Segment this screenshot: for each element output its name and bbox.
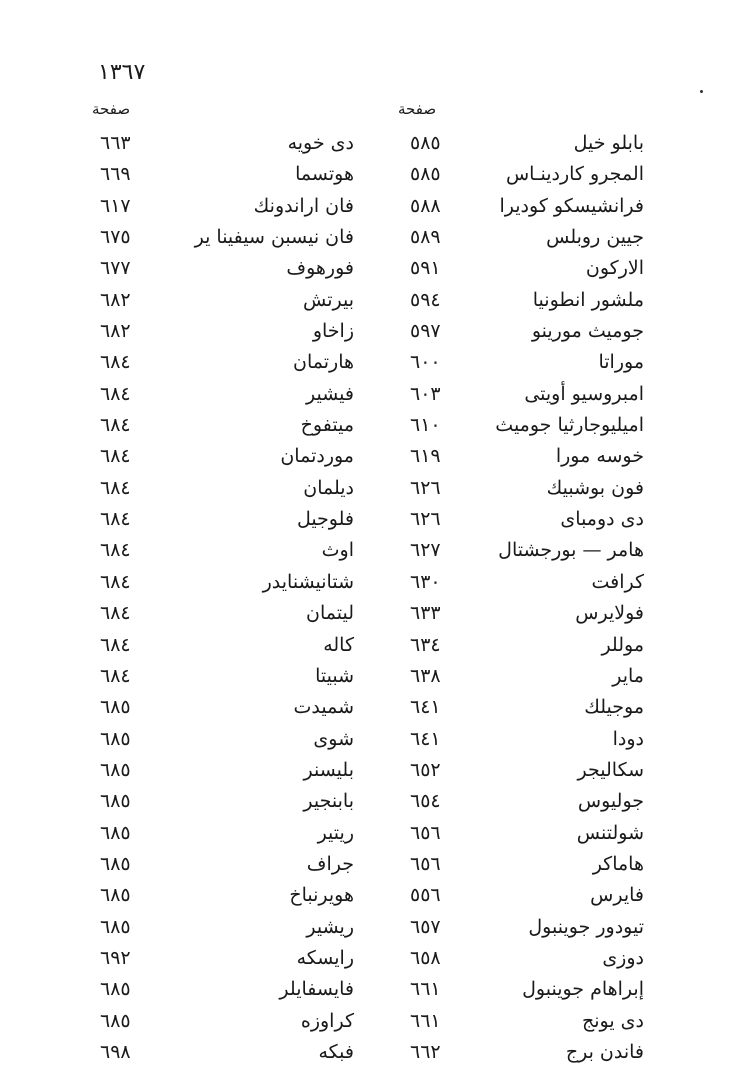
right-entry-page: ٦٥٦	[410, 852, 441, 875]
right-entry-page: ٦٦١	[410, 1009, 441, 1032]
index-row	[0, 661, 730, 692]
right-entry-name: فرانشيسكو كوديرا	[499, 194, 644, 217]
right-entry-page: ٦٣٠	[410, 570, 441, 593]
right-entry-name: جوليوس	[577, 790, 644, 813]
index-row	[0, 943, 730, 974]
index-row	[0, 598, 730, 629]
right-entry-name: كرافت	[591, 570, 644, 593]
right-entry-page: ٥٨٨	[410, 194, 441, 217]
right-entry-page: ٦٤١	[410, 696, 441, 719]
index-row	[0, 786, 730, 817]
left-entry-page: ٦٨٥	[100, 727, 131, 750]
left-entry-name: بابنجير	[303, 790, 354, 813]
left-entry-page: ٦٨٥	[100, 790, 131, 813]
index-row	[0, 504, 730, 535]
left-entry-page: ٦٨٥	[100, 915, 131, 938]
left-entry-name: بيرتش	[302, 288, 354, 311]
right-entry-name: امبروسيو أويتى	[524, 382, 644, 405]
index-row	[0, 379, 730, 410]
index-row	[0, 191, 730, 222]
column-header-middle-page: صفحة	[398, 100, 437, 118]
index-row	[0, 285, 730, 316]
right-entry-name: جيين روبلس	[546, 226, 644, 249]
right-entry-name: سكاليجر	[577, 758, 644, 781]
left-entry-page: ٦٧٧	[100, 257, 131, 280]
right-entry-name: فاندن برج	[565, 1040, 644, 1063]
right-entry-page: ٥٨٥	[410, 132, 441, 154]
left-entry-name: اوث	[321, 539, 354, 562]
right-entry-name: هامر — بورجشتال	[498, 539, 644, 562]
right-entry-page: ٦٦١	[410, 978, 441, 1001]
left-entry-name: شبيتا	[315, 664, 354, 687]
index-row	[0, 724, 730, 755]
left-entry-page: ٦٨٤	[100, 445, 131, 468]
left-entry-page: ٦٨٤	[100, 508, 131, 531]
index-row	[0, 253, 730, 284]
left-entry-name: هوتسما	[295, 163, 354, 186]
index-row	[0, 128, 730, 159]
right-entry-name: فون بوشبيك	[546, 476, 644, 499]
left-entry-page: ٦٩٢	[100, 946, 131, 969]
right-entry-name: فايرس	[590, 884, 644, 907]
right-entry-page: ٦٥٨	[410, 946, 441, 969]
left-entry-page: ٦٨٤	[100, 633, 131, 656]
left-entry-page: ٦٨٥	[100, 758, 131, 781]
index-row	[0, 692, 730, 723]
index-table	[0, 128, 730, 1068]
column-header-left-page: صفحة	[92, 100, 131, 118]
left-entry-name: ريتير	[317, 821, 354, 844]
left-entry-page: ٦٨٤	[100, 602, 131, 625]
index-row	[0, 974, 730, 1005]
left-entry-page: ٦٦٣	[100, 132, 131, 154]
right-entry-page: ٦٤١	[410, 727, 441, 750]
left-entry-name: بليسنر	[303, 758, 354, 781]
left-entry-page: ٦٨٤	[100, 476, 131, 499]
right-entry-name: المجرو كاردينـاس	[505, 163, 644, 186]
index-row	[0, 441, 730, 472]
index-row	[0, 818, 730, 849]
left-entry-name: شتانيشنايدر	[262, 570, 354, 593]
right-entry-name: اميليوجارثيا جوميث	[495, 414, 644, 437]
left-entry-page: ٦٨٥	[100, 696, 131, 719]
left-entry-page: ٦٦٩	[100, 163, 131, 186]
left-entry-page: ٦٨٥	[100, 852, 131, 875]
right-entry-page: ٦٣٤	[410, 633, 441, 656]
left-entry-name: ريشير	[306, 915, 354, 938]
left-entry-name: هارتمان	[293, 351, 354, 374]
index-row	[0, 755, 730, 786]
right-entry-name: هاماكر	[592, 852, 644, 875]
index-row	[0, 849, 730, 880]
right-entry-name: بابلو خيل	[573, 132, 644, 154]
right-entry-page: ٥٩١	[410, 257, 441, 280]
left-entry-name: جراف	[306, 852, 354, 875]
left-entry-page: ٦٨٤	[100, 351, 131, 374]
right-entry-name: دى يونج	[581, 1009, 644, 1032]
right-entry-name: فولايرس	[575, 602, 644, 625]
left-entry-page: ٦٨٤	[100, 570, 131, 593]
right-entry-page: ٥٨٥	[410, 163, 441, 186]
index-row	[0, 316, 730, 347]
right-entry-page: ٦٠٣	[410, 382, 441, 405]
right-entry-page: ٦٥٧	[410, 915, 441, 938]
left-entry-page: ٦٧٥	[100, 226, 131, 249]
right-entry-name: خوسه مورا	[555, 445, 644, 468]
left-entry-name: موردتمان	[280, 445, 354, 468]
left-entry-name: هويرنباخ	[289, 884, 354, 907]
right-entry-name: موراتا	[598, 351, 644, 374]
left-entry-page: ٦٨٤	[100, 414, 131, 437]
left-entry-name: شميدت	[293, 696, 354, 719]
index-row	[0, 1006, 730, 1037]
right-entry-page: ٥٩٤	[410, 288, 441, 311]
margin-dot	[700, 90, 703, 93]
right-entry-page: ٥٩٧	[410, 320, 441, 343]
left-entry-page: ٦٨٢	[100, 320, 131, 343]
left-entry-name: فيشير	[306, 382, 354, 405]
right-entry-page: ٦٢٧	[410, 539, 441, 562]
left-entry-page: ٦٨٥	[100, 821, 131, 844]
left-entry-name: فلوجيل	[296, 508, 354, 531]
right-entry-name: ماير	[612, 664, 644, 687]
right-entry-page: ٦٢٦	[410, 476, 441, 499]
left-entry-name: فان اراندونك	[253, 194, 354, 217]
left-entry-name: رايسكه	[296, 946, 354, 969]
left-entry-name: كاله	[323, 633, 354, 656]
right-entry-page: ٦٠٠	[410, 351, 441, 374]
index-row	[0, 535, 730, 566]
right-entry-page: ٦٣٨	[410, 664, 441, 687]
left-entry-name: ميتفوخ	[300, 414, 354, 437]
left-entry-name: ديلمان	[303, 476, 354, 499]
right-entry-page: ٦٢٦	[410, 508, 441, 531]
right-entry-page: ٦١٠	[410, 414, 441, 437]
left-entry-page: ٦٨٥	[100, 978, 131, 1001]
left-entry-name: زاخاو	[312, 320, 354, 343]
right-entry-page: ٦٥٦	[410, 821, 441, 844]
index-row	[0, 567, 730, 598]
right-entry-name: إبراهام جوينبول	[522, 978, 644, 1001]
index-row	[0, 1037, 730, 1068]
left-entry-name: شوى	[313, 727, 354, 750]
left-entry-name: فبكه	[318, 1040, 354, 1063]
left-entry-name: ليتمان	[306, 602, 354, 625]
left-entry-name: فايسفايلر	[279, 978, 354, 1001]
right-entry-name: دوزى	[602, 946, 644, 969]
right-entry-name: موجيلك	[584, 696, 644, 719]
index-row	[0, 912, 730, 943]
left-entry-page: ٦٨٤	[100, 382, 131, 405]
index-row	[0, 159, 730, 190]
index-row	[0, 410, 730, 441]
left-entry-name: فان نيسبن سيفينا ير	[194, 226, 354, 249]
page-number: ١٣٦٧	[98, 60, 146, 85]
left-entry-name: كراوزه	[300, 1009, 354, 1032]
index-row	[0, 347, 730, 378]
right-entry-name: الاركون	[585, 257, 644, 280]
left-entry-page: ٦٨٥	[100, 1009, 131, 1032]
left-entry-page: ٦٨٢	[100, 288, 131, 311]
right-entry-page: ٦٣٣	[410, 602, 441, 625]
index-row	[0, 630, 730, 661]
left-entry-page: ٦٨٤	[100, 539, 131, 562]
index-row	[0, 222, 730, 253]
right-entry-page: ٥٨٩	[410, 226, 441, 249]
right-entry-name: موللر	[601, 633, 644, 656]
right-entry-name: دى دومباى	[560, 508, 644, 531]
right-entry-page: ٥٥٦	[410, 884, 441, 907]
left-entry-page: ٦٨٤	[100, 664, 131, 687]
right-entry-name: شولتنس	[576, 821, 644, 844]
left-entry-name: فورهوف	[286, 257, 354, 280]
right-entry-name: تيودور جوينبول	[528, 915, 644, 938]
right-entry-page: ٦٦٢	[410, 1040, 441, 1063]
left-entry-page: ٦٩٨	[100, 1040, 131, 1063]
left-entry-name: دى خويه	[287, 132, 354, 154]
index-row	[0, 880, 730, 911]
left-entry-page: ٦٨٥	[100, 884, 131, 907]
index-row	[0, 473, 730, 504]
right-entry-page: ٦٥٤	[410, 790, 441, 813]
right-entry-name: ملشور انطونيا	[532, 288, 644, 311]
right-entry-name: دودا	[612, 727, 644, 750]
right-entry-name: جوميث مورينو	[531, 320, 644, 343]
right-entry-page: ٦١٩	[410, 445, 441, 468]
left-entry-page: ٦١٧	[100, 194, 131, 217]
right-entry-page: ٦٥٢	[410, 758, 441, 781]
